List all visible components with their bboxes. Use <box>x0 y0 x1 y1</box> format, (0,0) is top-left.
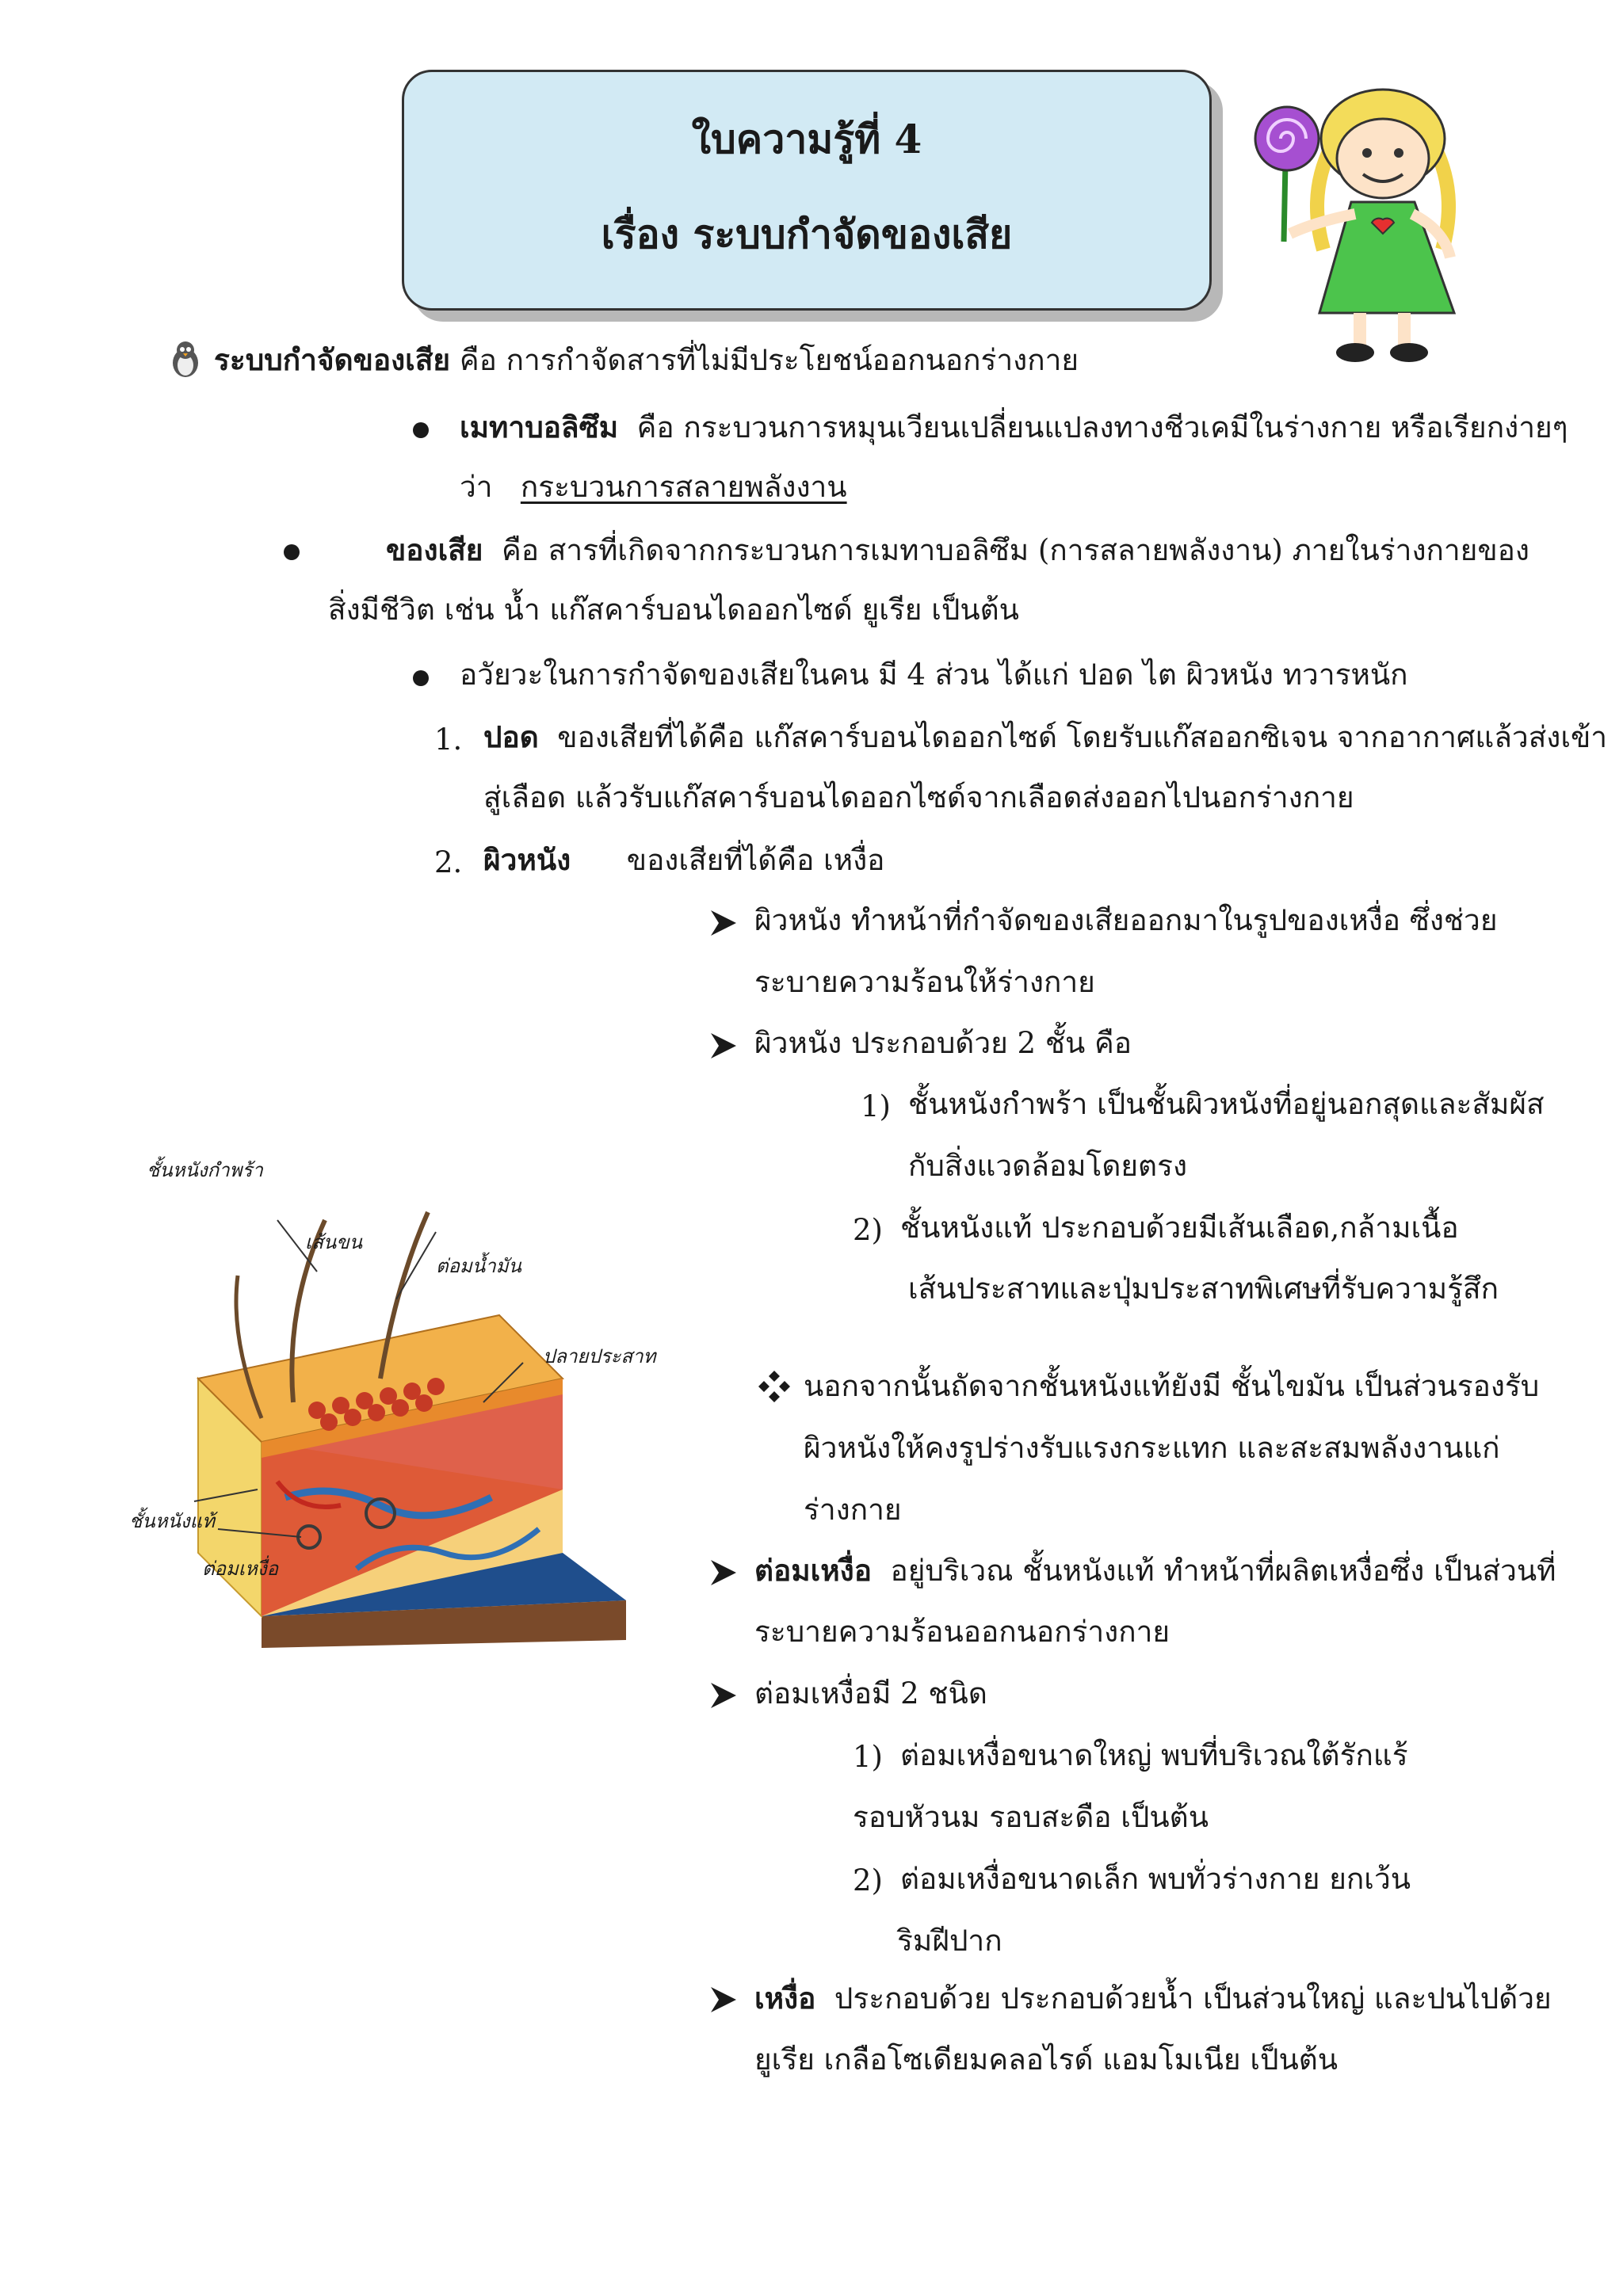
organs-text: อวัยวะในการกำจัดของเสียในคน มี 4 ส่วน ได้แก่ ปอด ไต ผิวหนัง ทวารหนัก <box>460 658 1408 692</box>
label-hair: เส้นขน <box>305 1231 363 1253</box>
gland-l1: อยู่บริเวณ ชั้นหนังแท้ ทำหน้าที่ผลิตเหงื่อซึ่ง เป็นส่วนที่ <box>890 1554 1556 1588</box>
skin-cross-section-diagram <box>119 1141 658 1648</box>
type2-l2: ริมฝีปาก <box>897 1924 1002 1958</box>
skin-num: 2. <box>434 845 463 879</box>
label-epidermis: ชั้นหนังกำพร้า <box>147 1159 263 1181</box>
layer1-num: 1) <box>861 1089 891 1123</box>
metabolism-cont <box>460 470 847 505</box>
lung-term: ปอด <box>483 719 539 754</box>
skin-term: ผิวหนัง <box>483 842 571 877</box>
skin-text: ของเสียที่ได้คือ เหงื่อ <box>626 843 885 877</box>
lung-text: ของเสียที่ได้คือ แก๊สคาร์บอนไดออกไซด์ โดยรับแก๊สออกซิเจน จากอากาศแล้วส่งเข้า <box>557 720 1608 754</box>
waste-term: ของเสีย <box>386 532 483 567</box>
note-l2: ผิวหนังให้คงรูปร่างรับแรงกระแทก และสะสมพลังงานแก่ <box>804 1431 1500 1465</box>
metabolism-cont-prefix: ว่า <box>460 470 493 504</box>
sweat-term: เหงื่อ <box>754 1981 816 2016</box>
bullet-dot <box>413 422 429 438</box>
metabolism-term: เมทาบอลิซึม <box>460 410 619 444</box>
lung-num: 1. <box>434 723 463 757</box>
lung-cont: สู่เลือด แล้วรับแก๊สคาร์บอนไดออกไซด์จากเลือดส่งออกไปนอกร่างกาย <box>483 780 1354 814</box>
layer1-l1: ชั้นหนังกำพร้า เป็นชั้นผิวหนังที่อยู่นอกสุดและสัมผัส <box>908 1087 1545 1121</box>
bullet-dot <box>284 544 300 560</box>
arrow-bullet-icon <box>708 1984 739 2016</box>
type1-num: 1) <box>853 1740 883 1774</box>
penguin-icon <box>168 341 203 382</box>
sweat-line <box>754 1981 1552 2016</box>
type2-l1: ต่อมเหงื่อขนาดเล็ก พบทั่วร่างกาย ยกเว้น <box>900 1862 1411 1896</box>
title-line-2: เรื่อง ระบบกำจัดของเสีย <box>601 211 1013 257</box>
intro-text: คือ การกำจัดสารที่ไม่มีประโยชน์ออกนอกร่างกาย <box>459 343 1079 377</box>
note-l1: นอกจากนั้นถัดจากชั้นหนังแท้ยังมี ชั้นไขมัน เป็นส่วนรองรับ <box>804 1369 1540 1403</box>
type1-l2: รอบหัวนม รอบสะดือ เป็นต้น <box>853 1800 1209 1834</box>
gland-l2: ระบายความร้อนออกนอกร่างกาย <box>754 1615 1170 1649</box>
layer2-l2: เส้นประสาทและปุ่มประสาทพิเศษที่รับความรู้สึก <box>908 1272 1499 1306</box>
waste-text: คือ สารที่เกิดจากกระบวนการเมทาบอลิซึม (การสลายพลังงาน) ภายในร่างกายของ <box>502 533 1529 567</box>
metabolism-text: คือ กระบวนการหมุนเวียนเปลี่ยนแปลงทางชีวเคมีในร่างกาย หรือเรียกง่ายๆ <box>636 410 1568 444</box>
layer1-l2: กับสิ่งแวดล้อมโดยตรง <box>908 1149 1188 1183</box>
note-l3: ร่างกาย <box>804 1493 902 1527</box>
skin-arrow1-l2: ระบายความร้อนให้ร่างกาย <box>754 965 1095 999</box>
arrow-bullet-icon <box>708 1030 739 1062</box>
four-diamond-icon <box>757 1369 792 1404</box>
metabolism-line <box>460 410 1568 445</box>
layer2-l1: ชั้นหนังแท้ ประกอบด้วยมีเส้นเลือด,กล้ามเนื้อ <box>900 1211 1459 1245</box>
arrow-bullet-icon <box>708 1680 739 1711</box>
intro-term: ระบบกำจัดของเสีย <box>214 342 451 377</box>
bullet-dot <box>413 670 429 686</box>
label-sweat-gland: ต่อมเหงื่อ <box>202 1558 278 1580</box>
skin-arrow1-l1: ผิวหนัง ทำหน้าที่กำจัดของเสียออกมาในรูปของเหงื่อ ซึ่งช่วย <box>754 903 1498 937</box>
title-box <box>402 70 1212 311</box>
waste-line <box>386 532 1529 568</box>
gland-types: ต่อมเหงื่อมี 2 ชนิด <box>754 1676 987 1711</box>
arrow-bullet-icon <box>708 1557 739 1589</box>
skin-line <box>483 842 884 878</box>
intro-line <box>214 342 1079 378</box>
gland-term: ต่อมเหงื่อ <box>754 1553 872 1588</box>
label-sebaceous-gland: ต่อมน้ำมัน <box>436 1255 521 1277</box>
layer2-num: 2) <box>853 1213 883 1247</box>
girl-lollipop-illustration <box>1236 75 1474 376</box>
type1-l1: ต่อมเหงื่อขนาดใหญ่ พบที่บริเวณใต้รักแร้ <box>900 1738 1408 1772</box>
metabolism-underlined: กระบวนการสลายพลังงาน <box>520 470 847 504</box>
lung-line <box>483 719 1607 755</box>
arrow-bullet-icon <box>708 907 739 939</box>
waste-cont: สิ่งมีชีวิต เช่น น้ำ แก๊สคาร์บอนไดออกไซด์ ยูเรีย เป็นต้น <box>328 593 1019 627</box>
label-nerve-ending: ปลายประสาท <box>543 1345 656 1367</box>
title-line-1: ใบความรู้ที่ 4 <box>691 116 922 162</box>
skin-arrow2: ผิวหนัง ประกอบด้วย 2 ชั้น คือ <box>754 1026 1132 1060</box>
sweat-l1: ประกอบด้วย ประกอบด้วยน้ำ เป็นส่วนใหญ่ และปนไปด้วย <box>834 1981 1552 2016</box>
sweat-l2: ยูเรีย เกลือโซเดียมคลอไรด์ แอมโมเนีย เป็นต้น <box>754 2042 1338 2077</box>
label-dermis: ชั้นหนังแท้ <box>129 1510 215 1532</box>
gland-line <box>754 1553 1556 1589</box>
type2-num: 2) <box>853 1863 883 1897</box>
